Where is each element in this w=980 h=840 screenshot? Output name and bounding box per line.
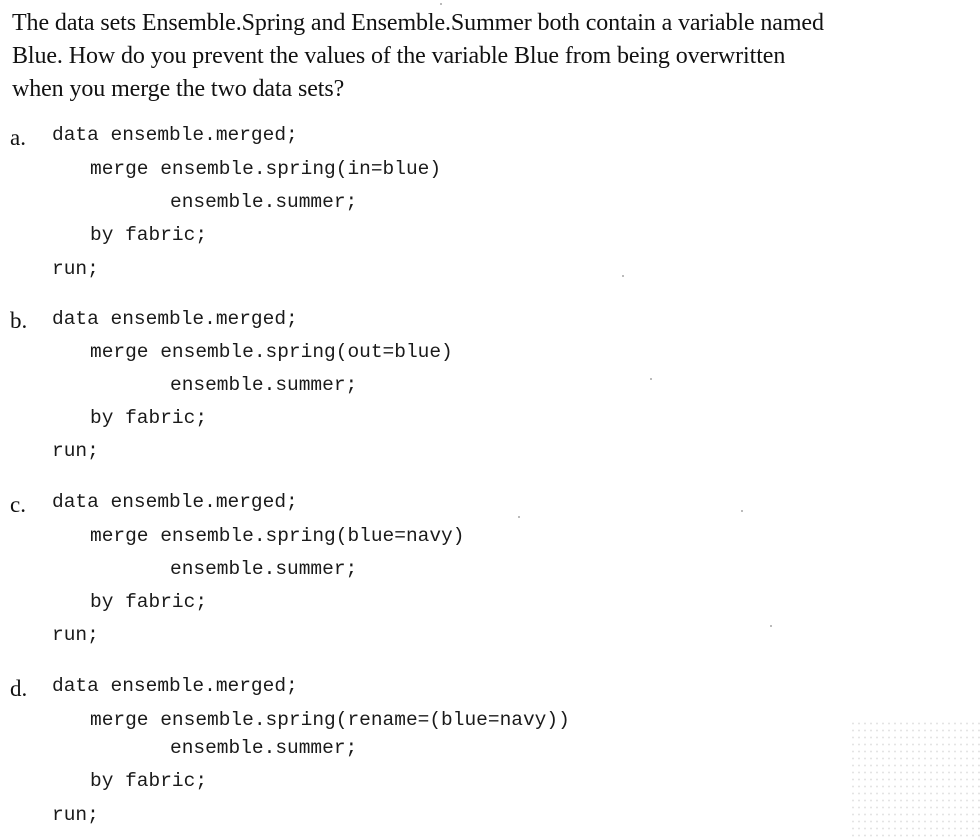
option-letter: b.: [10, 308, 28, 333]
option-d[interactable]: [0, 670, 980, 836]
scan-speck: [770, 625, 772, 627]
scan-speck: [518, 516, 520, 518]
code-run-statement: run;: [52, 258, 99, 280]
code-by-statement: by fabric;: [90, 224, 208, 246]
option-a[interactable]: [0, 118, 980, 288]
option-b[interactable]: [0, 302, 980, 472]
code-run-statement: run;: [52, 804, 99, 826]
code-data-statement: data ensemble.merged;: [52, 491, 298, 513]
scan-speck: [440, 3, 442, 5]
code-merge-statement: merge ensemble.spring(out=blue): [90, 341, 453, 363]
option-letter: a.: [10, 125, 26, 150]
code-data-statement: data ensemble.merged;: [52, 124, 298, 146]
code-dataset-summer: ensemble.summer;: [170, 374, 358, 396]
option-letter: c.: [10, 492, 26, 517]
code-run-statement: run;: [52, 624, 99, 646]
question-line: The data sets Ensemble.Spring and Ensemble.Summer both contain a variable named: [12, 10, 824, 36]
code-dataset-summer: ensemble.summer;: [170, 737, 358, 759]
code-dataset-summer: ensemble.summer;: [170, 191, 358, 213]
option-c[interactable]: [0, 486, 980, 656]
code-data-statement: data ensemble.merged;: [52, 308, 298, 330]
question-line: when you merge the two data sets?: [12, 76, 345, 102]
code-by-statement: by fabric;: [90, 591, 208, 613]
code-merge-statement: merge ensemble.spring(rename=(blue=navy)): [90, 709, 570, 731]
code-run-statement: run;: [52, 440, 99, 462]
code-merge-statement: merge ensemble.spring(in=blue): [90, 158, 442, 180]
scan-speck: [741, 510, 743, 512]
question-text: [12, 7, 972, 106]
option-letter: d.: [10, 676, 28, 701]
scan-speck: [622, 275, 624, 277]
code-dataset-summer: ensemble.summer;: [170, 558, 358, 580]
scan-noise: [850, 720, 980, 840]
code-merge-statement: merge ensemble.spring(blue=navy): [90, 525, 465, 547]
code-data-statement: data ensemble.merged;: [52, 675, 298, 697]
scan-speck: [650, 378, 652, 380]
question-line: Blue. How do you prevent the values of the variable Blue from being overwritten: [12, 43, 786, 69]
code-by-statement: by fabric;: [90, 407, 208, 429]
code-by-statement: by fabric;: [90, 770, 208, 792]
